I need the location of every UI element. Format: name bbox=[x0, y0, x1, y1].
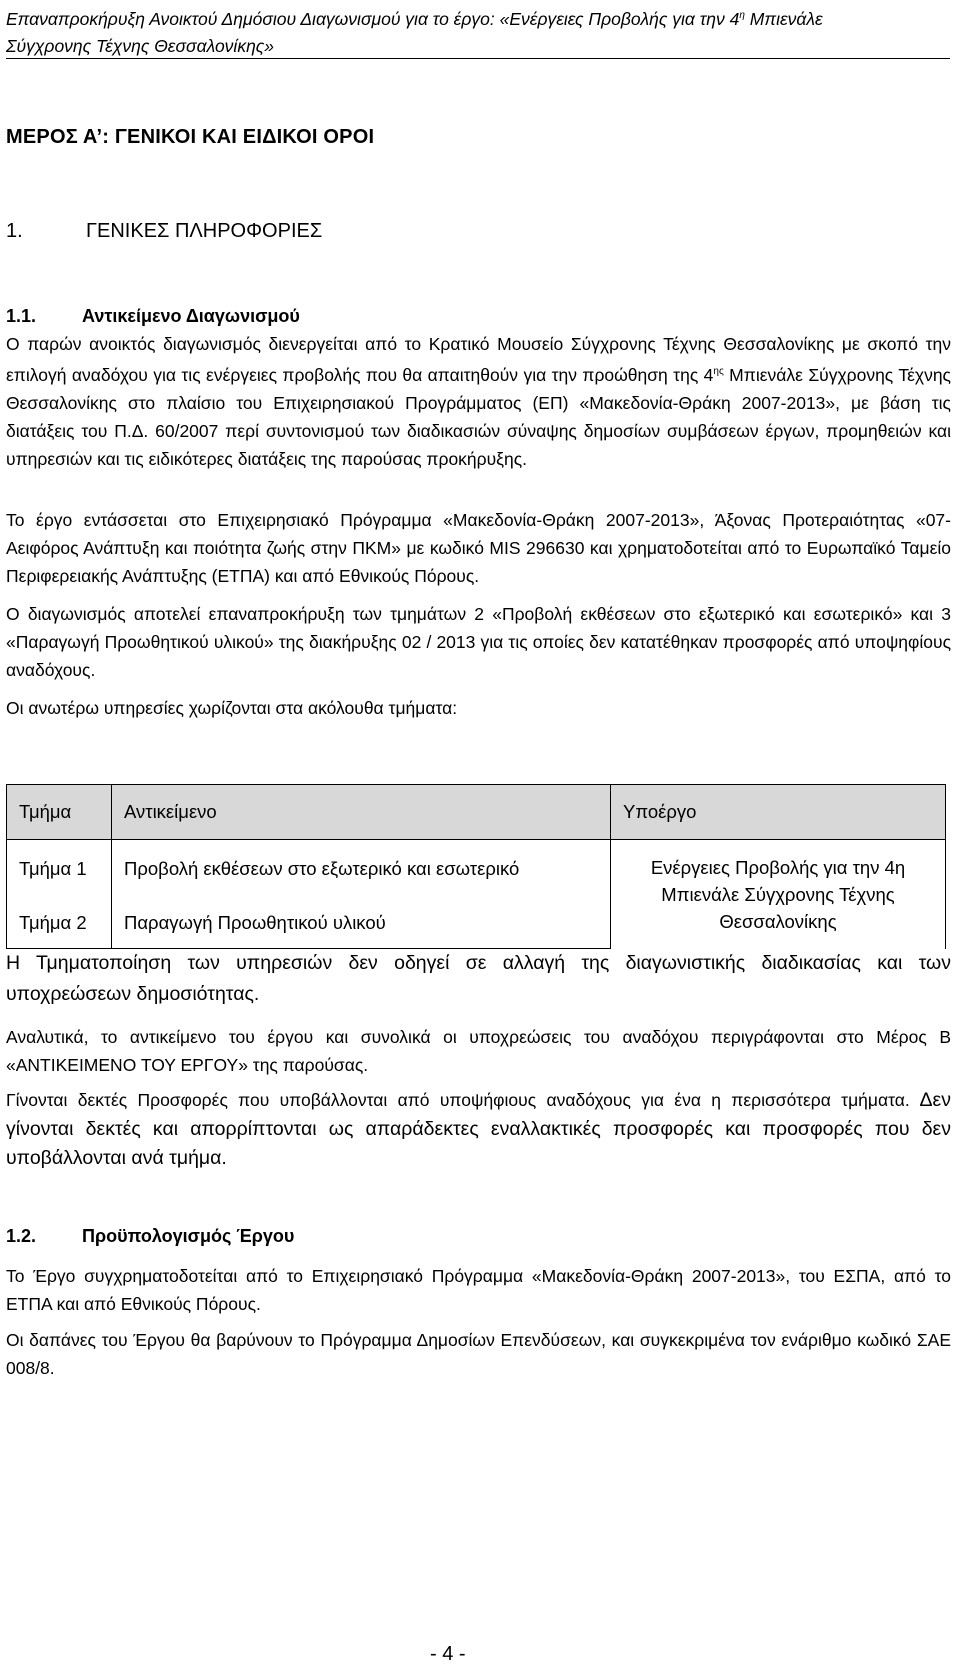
running-header bbox=[6, 2, 946, 60]
paragraph-funding: Το Έργο συγχρηματοδοτείται από το Επιχειρησιακό Πρόγραμμα «Μακεδονία-Θράκη 2007-2013», του ΕΣΠΑ, από το ΕΤΠΑ και από Εθνικούς Πόρους. bbox=[6, 1266, 951, 1314]
paragraph-purpose: Ο παρών ανοικτός διαγωνισμός διενεργείται από το Κρατικό Μουσείο Σύγχρονης Τέχνης Θεσσαλονίκης με σκοπό την επιλογή αναδόχου για τις ενέργειες προβολής που θα απαιτηθούν για την προώθηση της $4^{\eta\varsigma}$ Μπιενάλε Σύγχρονης Τέχνης Θεσσαλονίκης στο πλαίσιο του Επιχειρησιακού Προγράμματος (ΕΠ) «Μακεδονία-Θράκη 2007-2013», με βάση τις διατάξεις του Π.Δ. 60/2007 περί συντονισμού των διαδικασιών σύναψης δημοσίων συμβάσεων έργων, προμηθειών και υπηρεσιών και τις ειδικότερες διατάξεις της παρούσας προκήρυξης. bbox=[6, 334, 951, 469]
paragraph-details: Αναλυτικά, το αντικείμενο του έργου και συνολικά οι υποχρεώσεις του αναδόχου περιγράφονται στο Μέρος Β «ΑΝΤΙΚΕΙΜΕΝΟ ΤΟΥ ΕΡΓΟΥ» της παρούσας. bbox=[6, 1027, 951, 1075]
table-cell-subproject: Ενέργειες Προβολής για την 4η Μπιενάλε Σύγχρονης Τέχνης Θεσσαλονίκης bbox=[611, 840, 946, 949]
section-1-heading bbox=[6, 220, 322, 243]
header-line1: Επαναπροκήρυξη Ανοικτού Δημόσιου Διαγωνισμού για το έργο: «Ενέργειες Προβολής για την $4^\eta$ Μπιενάλε bbox=[6, 8, 823, 29]
paragraph-reissue: Ο διαγωνισμός αποτελεί επαναπροκήρυξη των τμημάτων 2 «Προβολή εκθέσεων στο εξωτερικό και εσωτερικό» και 3 «Παραγωγή Προωθητικού υλικού» της διακήρυξης 02 / 2013 για τις οποίες δεν κατατέθηκαν προσφορές από υποψηφίους αναδόχους. bbox=[6, 604, 951, 680]
section-1-1-heading bbox=[6, 306, 300, 327]
section-1-2-title: Προϋπολογισμός Έργου bbox=[82, 1226, 295, 1246]
page-number: - 4 - bbox=[430, 1643, 466, 1665]
table-header-cell: Υποέργο bbox=[611, 785, 946, 840]
table-cell: Τμήμα 2 bbox=[7, 898, 112, 949]
paragraph-program: Το έργο εντάσσεται στο Επιχειρησιακό Πρόγραμμα «Μακεδονία-Θράκη 2007-2013», Άξονας Προτεραιότητας «07-Αειφόρος Ανάπτυξη και ποιότητα ζωής στην ΠΚΜ» με κωδικό MIS 296630 και χρηματοδοτείται από το Ευρωπαϊκό Ταμείο Περιφερειακής Ανάπτυξης (ΕΤΠΑ) και από Εθνικούς Πόρους. bbox=[6, 510, 951, 586]
part-title: ΜΕΡΟΣ Α’: ΓΕΝΙΚΟΙ ΚΑΙ ΕΙΔΙΚΟΙ ΟΡΟΙ bbox=[6, 126, 375, 148]
header-line2: Σύγχρονης Τέχνης Θεσσαλονίκης» bbox=[6, 35, 275, 56]
paragraph-offers: Γίνονται δεκτές Προσφορές που υποβάλλονται από υποψήφιους αναδόχους για ένα η περισσότερα τμήματα. Δεν γίνονται δεκτές και απορρίπτονται ως απαράδεκτες εναλλακτικές προσφορές και προσφορές που δεν υποβάλλονται ανά τμήμα. bbox=[6, 1089, 952, 1169]
paragraph-lot-division: Η Τμηματοποίηση των υπηρεσιών δεν οδηγεί σε αλλαγή της διαγωνιστικής διαδικασίας και των υποχρεώσεων δημοσιότητας. bbox=[6, 952, 951, 1005]
section-1-title: ΓΕΝΙΚΕΣ ΠΛΗΡΟΦΟΡΙΕΣ bbox=[86, 220, 323, 242]
header-rule bbox=[6, 58, 950, 59]
table-header-cell: Τμήμα bbox=[7, 785, 112, 840]
table-row bbox=[7, 840, 946, 899]
table-cell: Παραγωγή Προωθητικού υλικού bbox=[112, 898, 611, 949]
section-1-1-title: Αντικείμενο Διαγωνισμού bbox=[82, 306, 300, 326]
paragraph-lots-intro: Οι ανωτέρω υπηρεσίες χωρίζονται στα ακόλουθα τμήματα: bbox=[6, 698, 458, 718]
section-1-2-number: 1.2. bbox=[6, 1226, 37, 1246]
table-header-cell: Αντικείμενο bbox=[112, 785, 611, 840]
section-1-1-number: 1.1. bbox=[6, 306, 37, 326]
table-header-row bbox=[7, 785, 946, 840]
table-cell: Προβολή εκθέσεων στο εξωτερικό και εσωτερικό bbox=[112, 840, 611, 899]
table-cell: Τμήμα 1 bbox=[7, 840, 112, 899]
section-1-2-heading bbox=[6, 1226, 294, 1247]
section-1-number: 1. bbox=[6, 220, 23, 242]
lots-table bbox=[6, 784, 946, 949]
paragraph-expenses: Οι δαπάνες του Έργου θα βαρύνουν το Πρόγραμμα Δημοσίων Επενδύσεων, και συγκεκριμένα τον ενάριθμο κωδικό ΣΑΕ 008/8. bbox=[6, 1330, 951, 1378]
